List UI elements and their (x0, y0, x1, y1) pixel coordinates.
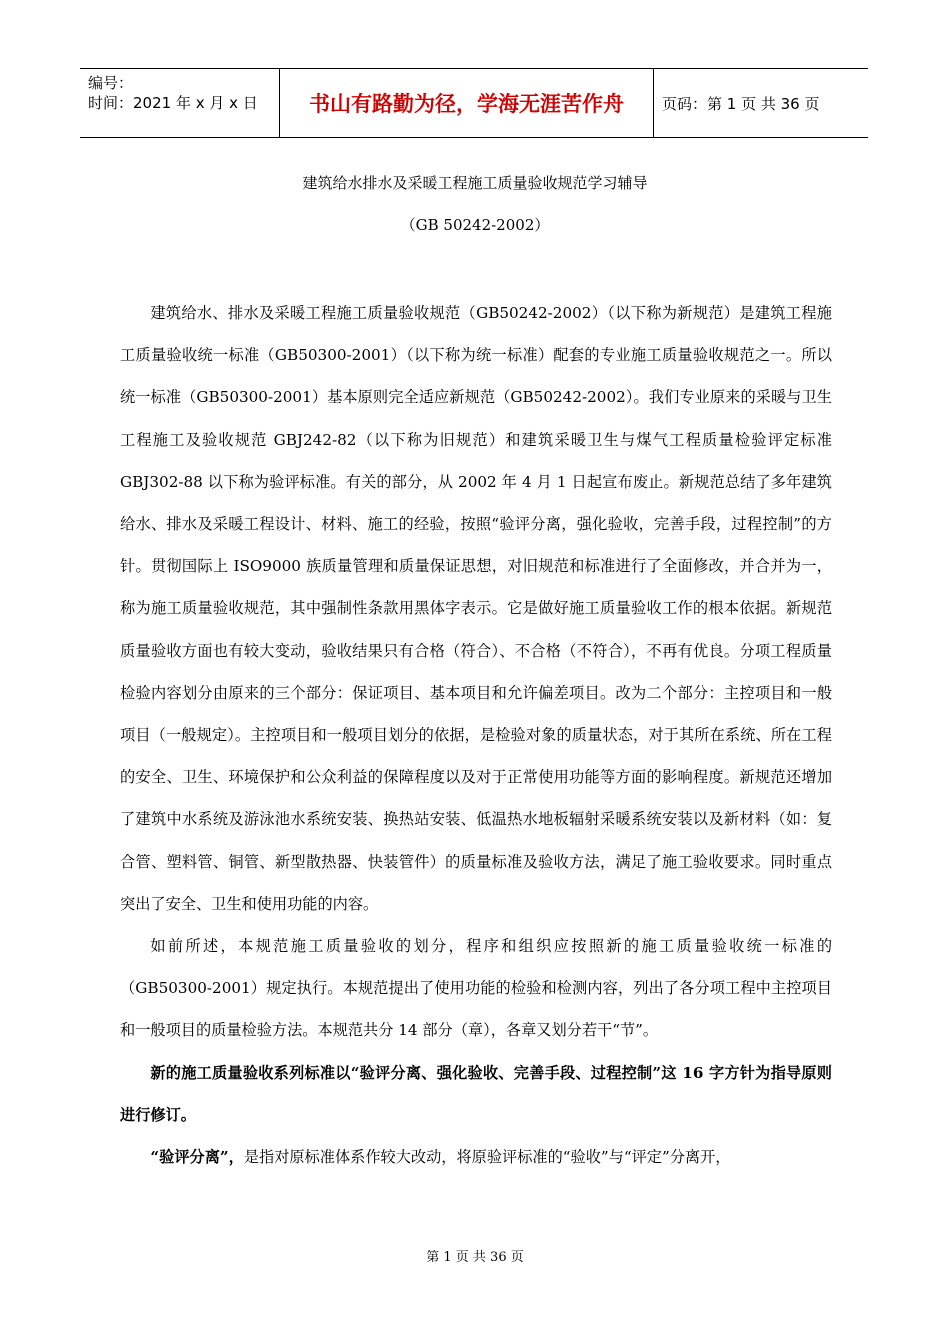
paragraph-2: 如前所述，本规范施工质量验收的划分，程序和组织应按照新的施工质量验收统一标准的（GB50300-2001）规定执行。本规范提出了使用功能的检验和检测内容，列出了各分项工程中主控项目和一般项目的质量检验方法。本规范共分 14 部分（章），各章又划分若干“节”。 (120, 937, 832, 1040)
page-footer: 第 1 页 共 36 页 (426, 1250, 524, 1265)
document-date: 时间：2021 年 x 月 x 日 (88, 94, 258, 112)
header-meta (80, 69, 280, 137)
paragraph-3: 新的施工质量验收系列标准以“验评分离、强化验收、完善手段、过程控制”这 16 字方针为指导原则进行修订。 (120, 1063, 832, 1124)
document-number-label: 编号： (88, 74, 134, 92)
paragraph-4-text: 是指对原标准体系作较大改动，将原验评标准的“验收”与“评定”分离开， (243, 1148, 731, 1167)
paragraph-1: 建筑给水、排水及采暖工程施工质量验收规范（GB50242-2002）（以下称为新规范）是建筑工程施工质量验收统一标准（GB50300-2001）（以下称为统一标准）配套的专业施工质量验收规范之一。所以统一标准（GB50300-2001）基本原则完全适应新规范（GB50242-2002）。我们专业原来的采暖与卫生工程施工及验收规范 GBJ242-82（以下称为旧规范）和建筑采暖卫生与煤气工程质量检验评定标准 GBJ302-88 以下称为验评标准。有关的部分，从 2002 年 4 月 1 日起宣布废止。新规范总结了多年建筑给水、排水及采暖工程设计、材料、施工的经验，按照“验评分离，强化验收，完善手段，过程控制”的方针。贯彻国际上 ISO9000 族质量管理和质量保证思想，对旧规范和标准进行了全面修改，并合并为一，称为施工质量验收规范，其中强制性条款用黑体字表示。它是做好施工质量验收工作的根本依据。新规范质量验收方面也有较大变动，验收结果只有合格（符合）、不合格（不符合），不再有优良。分项工程质量检验内容划分由原来的三个部分：保证项目、基本项目和允许偏差项目。改为二个部分：主控项目和一般项目（一般规定）。主控项目和一般项目划分的依据，是检验对象的质量状态，对于其所在系统、所在工程的安全、卫生、环境保护和公众利益的保障程度以及对于正常使用功能等方面的影响程度。新规范还增加了建筑中水系统及游泳池水系统安装、换热站安装、低温热水地板辐射采暖系统安装以及新材料（如：复合管、塑料管、铜管、新型散热器、快装管件）的质量标准及验收方法，满足了施工验收要求。同时重点突出了安全、卫生和使用功能的内容。 (120, 304, 832, 913)
paragraph-4-bold: “验评分离”， (150, 1148, 244, 1167)
header-page-info: 页码：第 1 页 共 36 页 (662, 94, 820, 113)
document-body (120, 292, 832, 1178)
document-code: （GB 50242-2002） (400, 216, 550, 234)
header-motto: 书山有路勤为径，学海无涯苦作舟 (280, 69, 654, 137)
paragraph-4 (120, 1136, 832, 1178)
document-title: 建筑给水排水及采暖工程施工质量验收规范学习辅导 (302, 174, 648, 192)
page-header (80, 68, 868, 138)
